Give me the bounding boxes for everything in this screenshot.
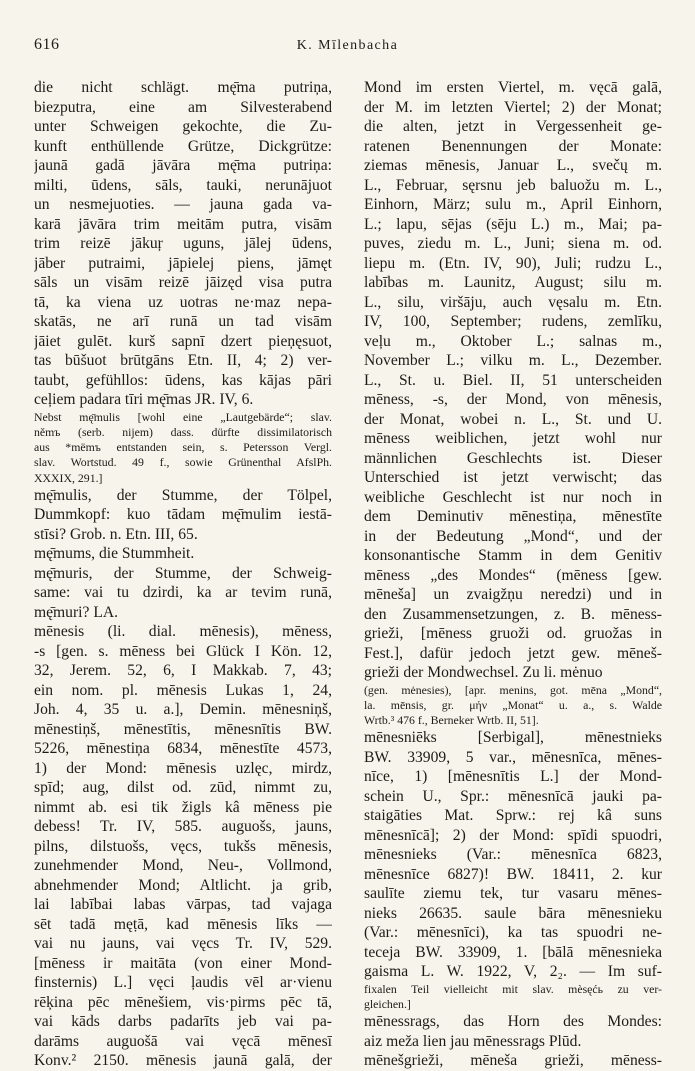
text-line: Mond im ersten Viertel, m. vęcā galā, xyxy=(364,79,662,96)
text-line: mę̄muris, der Stumme, der Schweig- xyxy=(34,564,332,582)
text-line: mę̄mulis, der Stumme, der Tölpel, xyxy=(34,486,332,504)
text-line: mēnestiņš, mēnestītis, mēnesnītis BW. xyxy=(34,720,332,738)
text-line: L., Februar, sęrsnu jeb baluožu m. L., xyxy=(364,176,662,194)
text-line: jāber putraimi, jāpielej piens, jāmęt xyxy=(34,254,332,272)
text-line: trim reizē jākuŗ uguns, jālej ūdens, xyxy=(34,235,332,252)
text-line: 1) der Mond: mēnesis uzlęc, mirdz, xyxy=(34,759,332,777)
text-line: mēnesniēks [Serbigal], mēnestnieks xyxy=(364,729,662,747)
text-line: abnehmender Mond; Altlicht. ja grib, xyxy=(34,876,332,894)
text-line: veļu m., Oktober L.; salnas m., xyxy=(364,332,662,350)
text-line: der Monat, wobei n. L., St. und U. xyxy=(364,410,662,428)
text-line: pilns, dilstuošs, vęcs, tukšs mēnesis, xyxy=(34,837,332,855)
text-line: skatās, ne arī runā un tad visām xyxy=(34,313,332,330)
text-line: mēnesnieks (Var.: mēnesnīca 6823, xyxy=(364,846,662,864)
text-line: němъ (serb. nijem) dass. dürfte dissimilatorisch xyxy=(34,424,332,439)
text-line: mēneša] un zvaigžņu neredzi) und in xyxy=(364,586,662,603)
text-line: die alten, jetzt in Vergessenheit ge- xyxy=(364,118,662,135)
text-line: grieži, [mēness gruoži od. gruožas in xyxy=(364,625,662,642)
text-line: aiz meža lien jau mēnessrags Plūd. xyxy=(364,1032,582,1050)
text-line: jāiet gulēt. kurš sapnī dzert pieņęsuot, xyxy=(34,332,332,350)
text-line: die nicht schlägt. mę̄ma putriņa, xyxy=(34,79,332,96)
text-line: mēnesis (li. dial. mēnesis), mēness, xyxy=(34,623,332,641)
text-line: gaisma L. W. 1922, V, 2₂. — Im suf- xyxy=(364,963,662,981)
text-line: liepu m. (Etn. IV, 90), Juli; rudzu L., xyxy=(364,254,662,272)
text-line: kunft enthüllende Grütze, Dickgrütze: xyxy=(34,137,332,155)
text-line: -s [gen. s. mēness bei Glück I Kön. 12, xyxy=(34,642,332,660)
text-line: mę̄mums, die Stummheit. xyxy=(34,545,195,563)
running-head: K. Mīlenbacha xyxy=(296,38,399,53)
text-line: Konv.² 2150. mēnesis jaunā galā, der xyxy=(34,1052,332,1070)
text-line: slav. Wortstud. 49 f., sowie Grünenthal AfslPh. xyxy=(34,455,332,470)
text-line: L., St. u. Biel. II, 51 unterscheiden xyxy=(364,371,662,389)
text-line: (gen. mėnesies), [apr. menins, got. mēna „Mond“, xyxy=(364,682,662,697)
text-line: BW. 33909, 5 var., mēnesnīca, mēnes- xyxy=(364,748,662,766)
text-line: aus *mëmъ entstanden sein, s. Petersson Vergl. xyxy=(34,440,332,455)
text-line: karā jāvāra trim meitām putra, visām xyxy=(34,215,332,233)
text-line: lai labībai labas vārpas, tad vajaga xyxy=(34,896,332,914)
text-line: labības m. Launitz, August; silu m. xyxy=(364,274,662,291)
text-line: mēness „des Mondes“ (mēness [gew. xyxy=(364,566,662,584)
text-line: mēnesnīcā]; 2) der Mond: spīdi spuodri, xyxy=(364,826,662,844)
text-line: la. mēnsis, gr. μήν „Monat“ u. a., s. Walde xyxy=(364,697,662,712)
text-line: gleichen.] xyxy=(364,997,411,1012)
text-line: Dummkopf: kuo tādam mę̄mulim iestā- xyxy=(34,506,332,524)
text-line: ein nom. pl. mēnesis Lukas 1, 24, xyxy=(34,681,332,699)
text-line: Fest.], dafür jedoch jetzt gew. mēneš- xyxy=(364,644,662,662)
text-line: L., silu, viršāju, auch vęsalu m. Etn. xyxy=(364,293,662,311)
text-line: debess! Tr. IV, 585. auguošs, jauns, xyxy=(34,818,332,836)
text-line: puves, ziedu m. L., Juni; siena m. od. xyxy=(364,235,662,252)
text-line: 32, Jerem. 52, 6, I Makkab. 7, 43; xyxy=(34,662,332,680)
text-line: konsonantische Stamm in dem Genitiv xyxy=(364,547,662,564)
text-line: ceļiem padara tīri mę̄mas JR. IV, 6. xyxy=(34,391,254,408)
text-line: nimmt ab. esi tik žigls kâ mēness pie xyxy=(34,798,332,816)
text-line: sēt tadā męṭā, kad mēnesis līks — xyxy=(34,915,332,933)
text-line: dem Deminutiv mēnestiņa, mēnestīte xyxy=(364,508,662,525)
text-line: mēness, -s, der Mond, von mēnesis, xyxy=(364,391,662,408)
page-number: 616 xyxy=(34,36,60,53)
left-column xyxy=(34,78,332,1071)
text-line: den Zusammensetzungen, z. B. mēness- xyxy=(364,605,662,623)
text-line: Joh. 4, 35 u. a.], Demin. mēnesniņš, xyxy=(34,701,332,719)
text-line: zunehmender Mond, Neu-, Vollmond, xyxy=(34,857,332,875)
text-line: Unterschied ist jetzt verwischt; das xyxy=(364,469,662,486)
text-line: fixalen Teil vielleicht mit slav. mèsęćь zu ver- xyxy=(364,981,662,996)
text-line: IV, 100, September; rudens, zemlīku, xyxy=(364,313,662,330)
text-line: Nebst mę̄mulis [wohl eine „Lautgebärde“; slav. xyxy=(34,409,332,424)
text-line: biezputra, eine am Silvesterabend xyxy=(34,98,332,116)
text-line: [mēness ir maitāta (von einer Mond- xyxy=(34,954,332,972)
text-line: staigāties Mat. Sprw.: rej kâ suns xyxy=(364,807,662,825)
text-line: weibliche Geschlecht ist nur noch in xyxy=(364,488,662,506)
text-line: in der Bedeutung „Mond“, und der xyxy=(364,527,662,545)
text-line: tā, ka viena uz uotras ne·maz nepa- xyxy=(34,293,332,311)
text-line: mēnešgrieži, mēneša grieži, mēness- xyxy=(364,1052,662,1070)
text-line: un nesmejuoties. — jauna gada va- xyxy=(34,196,332,213)
text-line: mēnesnīce 6827)! BW. 18411, 2. kur xyxy=(364,865,662,883)
text-line: mēnessrags, das Horn des Mondes: xyxy=(364,1013,662,1031)
text-line: männlichen Geschlechts ist. Dieser xyxy=(364,449,662,467)
text-line: nīce, 1) [mēnesnītis L.] der Mond- xyxy=(364,768,662,786)
text-line: saulīte ziemu tek, tur vasaru mēnes- xyxy=(364,885,662,903)
text-line: finsternis) L.] vęci ļaudis vēl ar·vienu xyxy=(34,974,332,992)
text-line: XXXIX, 291.] xyxy=(34,470,103,485)
text-line: Einhorn, März; sulu m., April Einhorn, xyxy=(364,196,662,213)
text-line: tas būšuot brūtgāns Etn. II, 4; 2) ver- xyxy=(34,352,332,369)
text-line: ratenen Benennungen der Monate: xyxy=(364,137,662,155)
text-line: unter Schweigen gekochte, die Zu- xyxy=(34,118,332,135)
text-line: 5226, mēnestiņa 6834, mēnestīte 4573, xyxy=(34,740,332,758)
text-line: vai kāds darbs padarīts jeb vai pa- xyxy=(34,1013,332,1031)
text-line: same: vai tu dzirdi, ka ar tevim runā, xyxy=(34,584,332,602)
text-line: jaunā gadā jāvāra mę̄ma putriņa: xyxy=(34,157,332,174)
text-line: mę̄muri? LA. xyxy=(34,603,119,621)
text-line: stīsi? Grob. n. Etn. III, 65. xyxy=(34,525,198,543)
right-column xyxy=(364,78,662,1071)
text-line: der M. im letzten Viertel; 2) der Monat; xyxy=(364,98,662,116)
text-line: (Var.: mēnesnīci), ka tas spuodri ne- xyxy=(364,924,662,942)
text-line: milti, ūdens, sāls, tauki, nerunājuot xyxy=(34,176,332,194)
text-line: mēness weiblichen, jetzt wohl nur xyxy=(364,430,662,447)
text-line: Wrtb.³ 476 f., Berneker Wrtb. II, 51]. xyxy=(364,713,539,728)
text-line: teceja BW. 33909, 1. [bālā mēnesnieka xyxy=(364,943,662,961)
text-line: schein U., Spr.: mēnesnīcā jauki pa- xyxy=(364,787,662,805)
text-line: darāms auguošā vai vęcā mēnesī xyxy=(34,1032,332,1050)
text-line: L.; lapu, sējas (sēju L.) m., Mai; pa- xyxy=(364,215,662,233)
text-line: vai nu jauns, vai vęcs Tr. IV, 529. xyxy=(34,935,332,953)
text-line: rēķina pēc mēnešiem, vis·pirms pēc tā, xyxy=(34,993,332,1011)
text-line: grieži der Mondwechsel. Zu li. mėnuo xyxy=(364,664,603,681)
text-line: sāls un visām reizē jāizęd visa putra xyxy=(34,274,332,291)
text-line: November L.; vilku m. L., Dezember. xyxy=(364,352,662,369)
text-line: nieks 26635. saule bāra mēnesnieku xyxy=(364,904,662,922)
text-line: ziemas mēnesis, Januar L., svečų m. xyxy=(364,157,662,174)
text-line: taubt, gefühllos: ūdens, kas kājas pāri xyxy=(34,371,332,389)
text-line: spīd; aug, dilst od. zūd, nimmt zu, xyxy=(34,779,332,797)
page-header xyxy=(30,36,665,60)
